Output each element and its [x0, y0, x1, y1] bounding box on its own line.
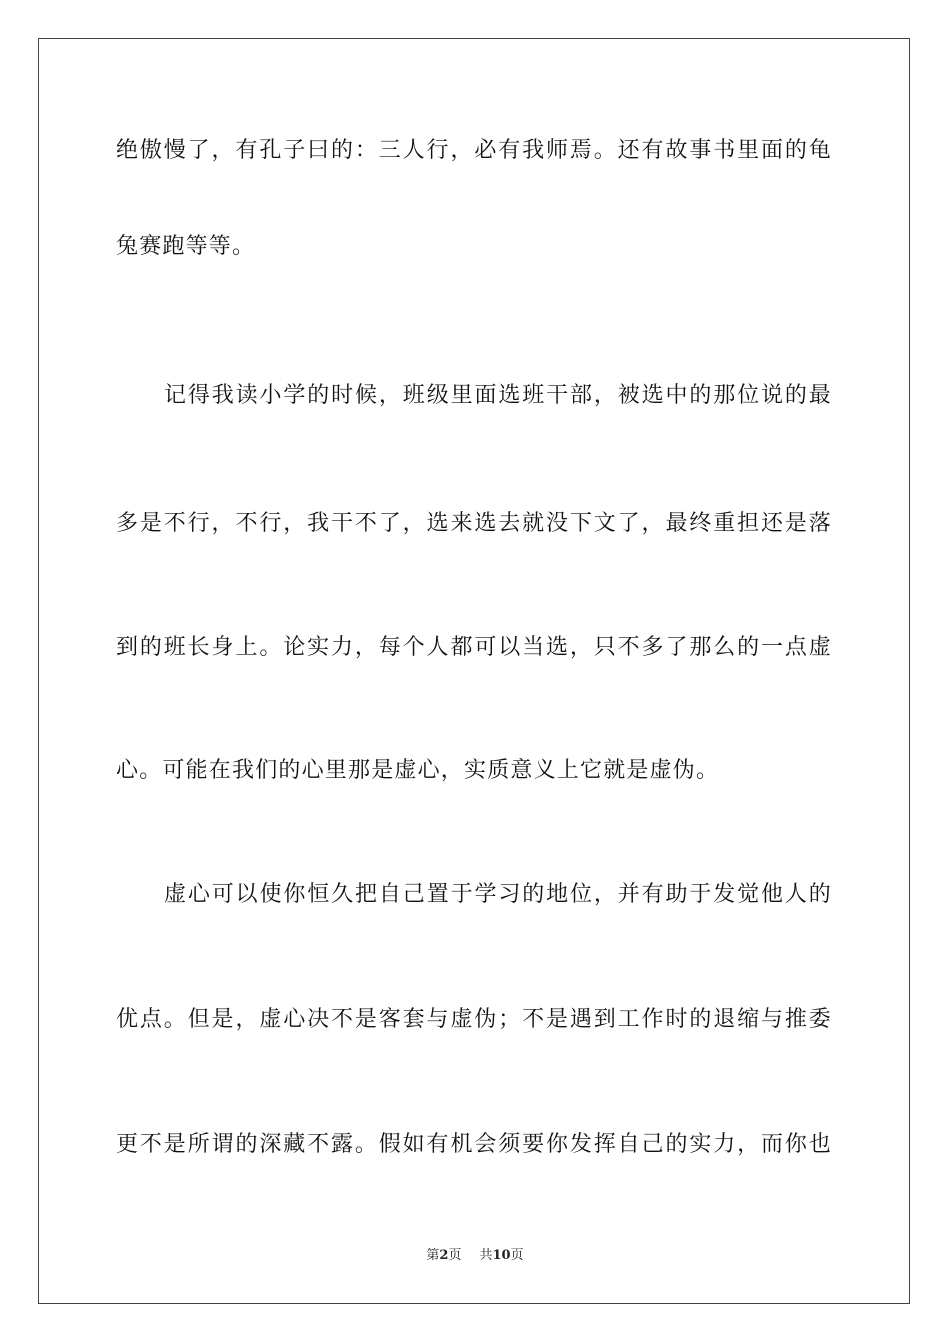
text-line-8: 优点。但是，虚心决不是客套与虚伪；不是遇到工作时的退缩与推委	[116, 1007, 832, 1032]
text-line-5: 到的班长身上。论实力，每个人都可以当选，只不多了那么的一点虚	[116, 635, 832, 660]
text-line-7: 虚心可以使你恒久把自己置于学习的地位，并有助于发觉他人的	[164, 882, 832, 907]
page-border	[38, 38, 910, 1304]
text-line-4: 多是不行，不行，我干不了，选来选去就没下文了，最终重担还是落	[116, 511, 832, 536]
text-line-3: 记得我读小学的时候，班级里面选班干部，被选中的那位说的最	[164, 383, 832, 408]
footer-total-number: 10	[492, 1248, 511, 1263]
footer-page-number: 2	[439, 1248, 449, 1263]
text-line-1: 绝傲慢了，有孔子曰的：三人行，必有我师焉。还有故事书里面的龟	[116, 138, 832, 163]
footer-total-suffix: 页	[510, 1248, 524, 1263]
page-footer	[0, 1247, 950, 1265]
text-line-2: 兔赛跑等等。	[116, 234, 256, 259]
footer-page-prefix: 第	[426, 1248, 440, 1263]
footer-total-prefix: 共	[479, 1248, 493, 1263]
text-line-6: 心。可能在我们的心里那是虚心，实质意义上它就是虚伪。	[116, 758, 720, 783]
footer-page-suffix: 页	[448, 1248, 462, 1263]
text-line-9: 更不是所谓的深藏不露。假如有机会须要你发挥自己的实力，而你也	[116, 1132, 832, 1157]
